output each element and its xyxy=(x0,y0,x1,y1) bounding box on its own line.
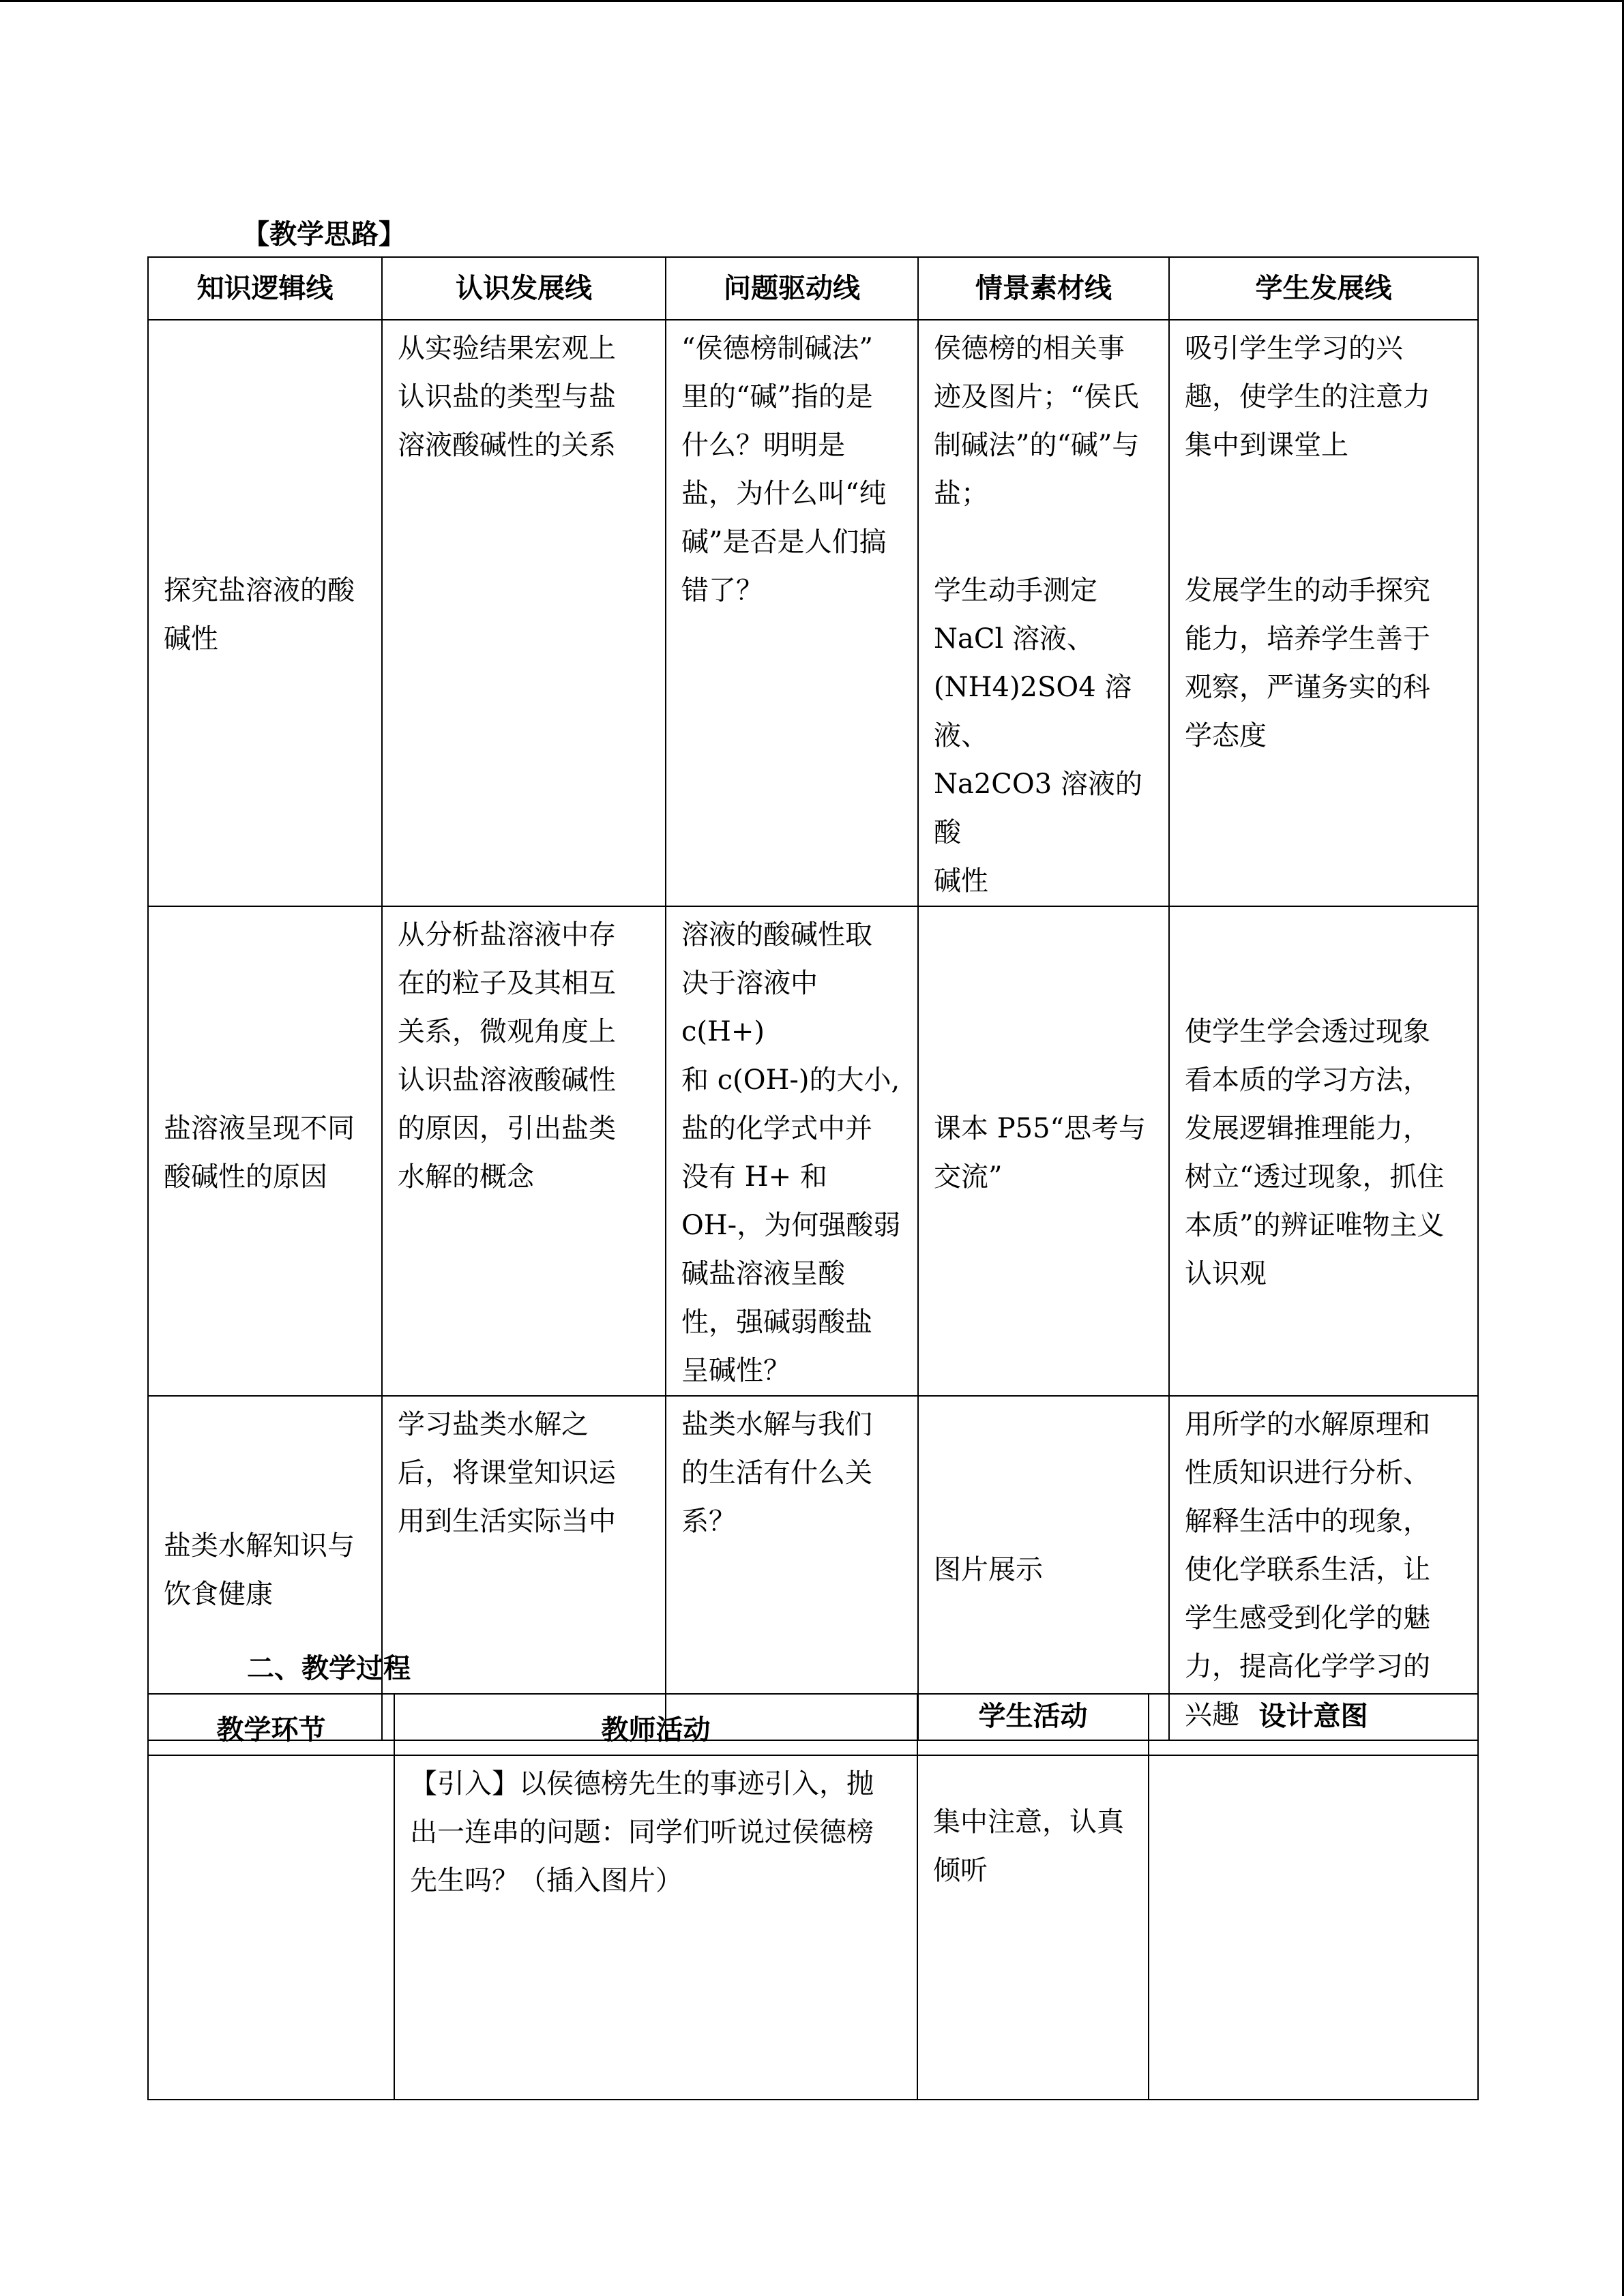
knowledge-text: 盐类水解知识与 饮食健康 xyxy=(164,1530,355,1610)
material-cell xyxy=(918,1396,1169,1740)
cognition-text: 从分析盐溶液中存 在的粒子及其相互 关系，微观角度上 认识盐溶液酸碱性 的原因，引出盐类 水解的概念 xyxy=(398,919,616,1193)
question-text: 盐类水解与我们 的生活有什么关 系？ xyxy=(681,1409,872,1537)
material-text: 课本 P55“思考与 交流” xyxy=(934,1113,1146,1193)
student-activity-cell xyxy=(917,1755,1149,2100)
knowledge-text: 探究盐溶液的酸 碱性 xyxy=(164,575,355,655)
design-intent-cell xyxy=(1149,1755,1478,2100)
student-cell xyxy=(1169,906,1478,1396)
stage-cell xyxy=(148,1755,394,2100)
question-cell xyxy=(666,320,918,906)
stage-text xyxy=(149,1756,394,1760)
question-cell xyxy=(666,1396,918,1740)
page-top-border xyxy=(0,0,1624,2)
header-design-intent: 设计意图 xyxy=(1149,1694,1478,1755)
student-text: 使学生学会透过现象 看本质的学习方法， 发展逻辑推理能力， 树立“透过现象，抓住 本质”的辨证唯物主义 认识观 xyxy=(1185,1016,1445,1289)
cognition-cell xyxy=(382,1396,666,1740)
header-cognition-line: 认识发展线 xyxy=(382,257,666,320)
material-cell xyxy=(918,906,1169,1396)
header-student-activity: 学生活动 xyxy=(917,1694,1149,1755)
header-teaching-stage: 教学环节 xyxy=(148,1694,394,1755)
question-text: 溶液的酸碱性取 决于溶液中 c(H+) 和 c(OH-)的大小, 盐的化学式中并 没有 H+ 和 OH-，为何强酸弱 碱盐溶液呈酸 性，强碱弱酸盐 呈碱性？ xyxy=(681,919,901,1386)
knowledge-text: 盐溶液呈现不同 酸碱性的原因 xyxy=(164,1113,355,1193)
student-text: 吸引学生学习的兴 趣，使学生的注意力 集中到课堂上 发展学生的动手探究 能力，培养学生善于 观察，严谨务实的科 学态度 xyxy=(1185,333,1430,751)
teaching-process-table xyxy=(147,1693,1479,2100)
teacher-activity-text: 【引入】以侯德榜先生的事迹引入，抛 出一连串的问题：同学们听说过侯德榜 先生吗？（插入图片） xyxy=(410,1768,874,1896)
table-row xyxy=(148,906,1478,1396)
question-text: “侯德榜制碱法” 里的“碱”指的是 什么？明明是 盐，为什么叫“纯 碱”是否是人们搞 错了？ xyxy=(681,333,887,606)
knowledge-cell xyxy=(148,320,382,906)
material-text: 图片展示 xyxy=(934,1554,1043,1585)
cognition-cell xyxy=(382,320,666,906)
student-activity-text: 集中注意，认真 倾听 xyxy=(933,1806,1124,1886)
teaching-approach-heading: 【教学思路】 xyxy=(242,218,406,250)
student-cell xyxy=(1169,320,1478,906)
header-student-line: 学生发展线 xyxy=(1169,257,1478,320)
header-teacher-activity: 教师活动 xyxy=(394,1694,917,1755)
teacher-activity-cell xyxy=(394,1755,917,2100)
material-text: 侯德榜的相关事 迹及图片；“侯氏 制碱法”的“碱”与 盐； 学生动手测定 NaCl 溶液、 (NH4)2SO4 溶液、 Na2CO3 溶液的酸 碱性 xyxy=(934,333,1142,897)
cognition-cell xyxy=(382,906,666,1396)
question-cell xyxy=(666,906,918,1396)
table-header-row xyxy=(148,257,1478,320)
student-cell xyxy=(1169,1396,1478,1740)
cognition-text: 从实验结果宏观上 认识盐的类型与盐 溶液酸碱性的关系 xyxy=(398,333,616,461)
table-row xyxy=(148,320,1478,906)
knowledge-cell xyxy=(148,1396,382,1740)
student-text: 用所学的水解原理和 性质知识进行分析、 解释生活中的现象， 使化学联系生活，让 学生感受到化学的魅 力，提高化学学习的 兴趣 xyxy=(1185,1409,1430,1731)
cognition-text: 学习盐类水解之 后，将课堂知识运 用到生活实际当中 xyxy=(398,1409,616,1537)
material-cell xyxy=(918,320,1169,906)
table-header-row xyxy=(148,1694,1478,1755)
header-question-line: 问题驱动线 xyxy=(666,257,918,320)
header-knowledge-line: 知识逻辑线 xyxy=(148,257,382,320)
header-material-line: 情景素材线 xyxy=(918,257,1169,320)
table-row xyxy=(148,1396,1478,1740)
knowledge-cell xyxy=(148,906,382,1396)
teaching-approach-table xyxy=(147,256,1479,1741)
design-intent-text xyxy=(1149,1756,1477,1760)
teaching-process-heading: 二、教学过程 xyxy=(247,1652,411,1684)
table-row xyxy=(148,1755,1478,2100)
